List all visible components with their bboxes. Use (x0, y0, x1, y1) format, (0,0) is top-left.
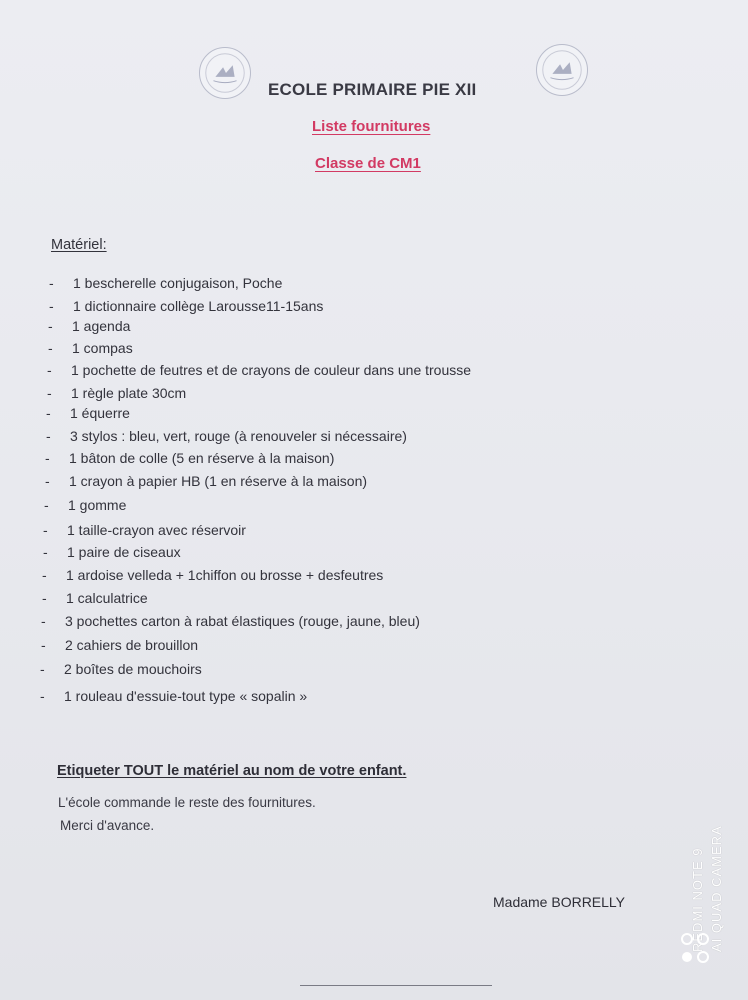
list-title: Liste fournitures (312, 118, 431, 135)
list-item-text: 1 équerre (70, 405, 130, 421)
list-item-text: 1 bescherelle conjugaison, Poche (73, 275, 283, 291)
camera-watermark-icon (679, 930, 715, 970)
list-item-text: 1 rouleau d'essuie-tout type « sopalin » (64, 688, 308, 704)
bullet-dash: - (48, 318, 53, 334)
bullet-dash: - (48, 340, 53, 356)
bullet-dash: - (46, 428, 51, 444)
bullet-dash: - (42, 567, 47, 583)
bullet-dash: - (42, 590, 47, 606)
bullet-dash: - (40, 688, 45, 704)
list-item-text: 1 crayon à papier HB (1 en réserve à la maison) (69, 473, 368, 489)
list-item-text: 1 paire de ciseaux (67, 544, 181, 560)
list-item-text: 2 cahiers de brouillon (65, 637, 199, 653)
watermark-line-1: REDMI NOTE 9 (690, 847, 705, 952)
school-name: ECOLE PRIMAIRE PIE XII (268, 80, 477, 99)
list-item-text: 1 taille-crayon avec réservoir (67, 522, 246, 538)
bullet-dash: - (45, 473, 50, 489)
bullet-dash: - (40, 661, 45, 677)
bullet-dash: - (43, 544, 48, 560)
list-item-text: 3 stylos : bleu, vert, rouge (à renouveler si nécessaire) (70, 428, 407, 444)
bullet-dash: - (47, 385, 52, 401)
signature-line (300, 985, 492, 986)
note-line-2: Merci d'avance. (60, 818, 155, 833)
list-item-text: 1 compas (72, 340, 133, 356)
list-item-text: 3 pochettes carton à rabat élastiques (rouge, jaune, bleu) (65, 613, 420, 629)
bullet-dash: - (44, 497, 49, 513)
bullet-dash: - (49, 298, 54, 314)
bullet-dash: - (43, 522, 48, 538)
signature: Madame BORRELLY (493, 894, 626, 910)
list-item-text: 1 agenda (72, 318, 131, 334)
bullet-dash: - (47, 362, 52, 378)
section-heading: Matériel: (51, 237, 107, 253)
watermark-line-2: AI QUAD CAMERA (709, 825, 724, 952)
list-item-text: 1 bâton de colle (5 en réserve à la maison) (69, 450, 335, 466)
bullet-dash: - (46, 405, 51, 421)
list-item-text: 1 calculatrice (66, 590, 148, 606)
bullet-dash: - (45, 450, 50, 466)
list-item-text: 1 pochette de feutres et de crayons de couleur dans une trousse (71, 362, 472, 378)
list-item-text: 2 boîtes de mouchoirs (64, 661, 202, 677)
label-notice: Etiqueter TOUT le matériel au nom de votre enfant. (57, 763, 407, 779)
list-item-text: 1 règle plate 30cm (71, 385, 187, 401)
list-item-text: 1 gomme (68, 497, 127, 513)
bullet-dash: - (41, 613, 46, 629)
note-line-1: L'école commande le reste des fournitures. (58, 795, 316, 810)
list-item-text: 1 dictionnaire collège Larousse11-15ans (73, 298, 324, 314)
list-item-text: 1 ardoise velleda + 1chiffon ou brosse + desfeutres (66, 567, 384, 583)
class-name: Classe de CM1 (315, 155, 421, 172)
bullet-dash: - (41, 637, 46, 653)
bullet-dash: - (49, 275, 54, 291)
